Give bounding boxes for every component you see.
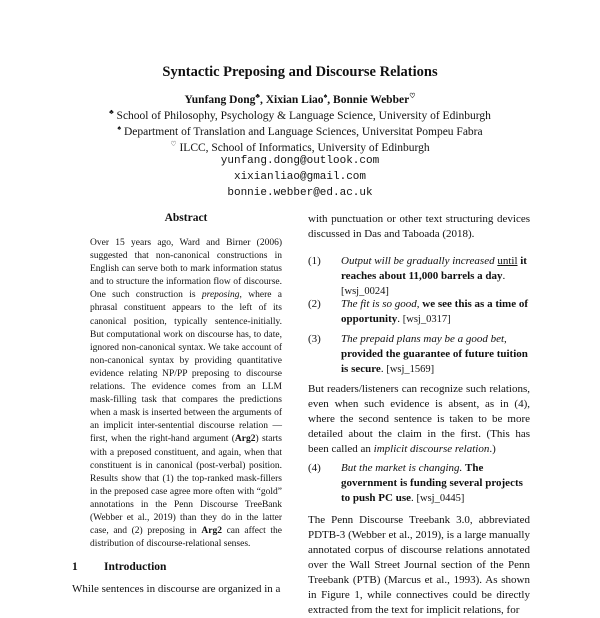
example-number: (4) xyxy=(308,462,321,474)
affiliation-line xyxy=(0,140,600,154)
paper-title: Syntactic Preposing and Discourse Relations xyxy=(162,64,438,80)
example-arg2: we see this as a time of opportunity xyxy=(341,298,528,325)
example-punct: . xyxy=(380,363,384,375)
email-link[interactable]: yunfang.dong@outlook.com xyxy=(220,155,380,167)
affiliation-mark: ♡ xyxy=(170,140,177,148)
section-heading-introduction xyxy=(72,561,166,573)
section-number: 1 xyxy=(72,561,78,573)
paragraph-emphasis: implicit discourse relation xyxy=(373,443,490,455)
body-paragraph: The Penn Discourse Treebank 3.0, abbreviated PDTB-3 (Webber et al., 2019), is a large manually annotated corpus of discourse relations annotated over the Wall Street Journal section of the Penn Treebank (PTB) (Marcus et al., 1993). As shown in Figure 1, while connectives could be directly extracted from the text for implicit relations, for xyxy=(308,514,530,616)
example-punct: . xyxy=(397,313,400,325)
abstract-body xyxy=(90,237,282,551)
example-punct: . xyxy=(411,492,414,504)
author-separator: , xyxy=(259,93,266,106)
affiliation-mark: ♠ xyxy=(323,92,328,100)
example-ref: [wsj_0445] xyxy=(416,493,465,504)
author-separator: , xyxy=(327,93,334,106)
example-arg1: Output will be gradually increased xyxy=(341,255,495,267)
body-paragraph: with punctuation or other text structuring devices discussed in Das and Taboada (2018). xyxy=(308,213,530,240)
example-arg1: The fit is so good xyxy=(341,298,417,310)
author-line xyxy=(0,92,600,106)
affiliation-mark: ♠ xyxy=(117,124,122,132)
email-link[interactable]: xixianliao@gmail.com xyxy=(233,171,367,183)
author-name: Bonnie Webber xyxy=(333,93,410,106)
affiliation-mark: ♣ xyxy=(109,108,114,116)
affiliation-text: ILCC, School of Informatics, University of Edinburgh xyxy=(179,141,430,154)
example-arg1: But the market is changing. xyxy=(341,462,463,474)
example-number: (3) xyxy=(308,333,321,345)
affiliation-text: School of Philosophy, Psychology & Language Science, University of Edinburgh xyxy=(116,109,491,122)
affiliation-mark: ♡ xyxy=(409,92,416,100)
example-ref: [wsj_0024] xyxy=(341,286,389,297)
email-link[interactable]: bonnie.webber@ed.ac.uk xyxy=(227,187,373,199)
section-title: Introduction xyxy=(104,561,167,573)
example-arg2: it reaches about 11,000 barrels a day xyxy=(341,255,527,282)
affiliation-text: Department of Translation and Language Sciences, Universitat Pompeu Fabra xyxy=(123,125,483,138)
abstract-text: ) starts with a preposed constituent, and again, when that constituent is in canonical (post-verbal) position. Results show that (1) the top-ranked mask-fillers in the preposed case agree more often with “gold” annotations in the Penn Discourse TreeBank (Webber et al., 2019) than they do in the latter case, and (2) preposing in xyxy=(90,434,283,537)
abstract-emphasis: preposing xyxy=(201,290,240,301)
author-name: Yunfang Dong xyxy=(184,93,256,106)
paragraph-text: .) xyxy=(489,443,496,455)
example-arg1: The prepaid plans may be a good bet xyxy=(341,333,505,345)
abstract-text: can affect the distribution of discourse-relational senses. xyxy=(90,526,283,550)
abstract-text: Over 15 years ago, Ward and Birner (2006) suggested that non-canonical constructions in English can serve both to mark information status and to structure the information flow of discourse. One such construction is xyxy=(90,238,282,301)
affiliation-line xyxy=(0,108,600,122)
introduction-text: While sentences in discourse are organized in a xyxy=(72,583,281,595)
example-arg2: The government is funding several projects to push PC use xyxy=(341,462,523,504)
abstract-heading: Abstract xyxy=(164,212,208,224)
example-ref: [wsj_0317] xyxy=(402,314,451,325)
paragraph-text: But readers/listeners can recognize such relations, even when such evidence is absent, as in (4), where the second sentence is taken to be more detailed about the claim in the first. (This has been called an xyxy=(308,383,530,455)
example-punct: , xyxy=(416,298,423,310)
author-name: Xixian Liao xyxy=(265,93,324,106)
example-connective: until xyxy=(497,255,518,267)
abstract-arg-label: Arg2 xyxy=(234,434,256,445)
example-arg2: provided the guarantee of future tuition is secure xyxy=(341,348,528,375)
example-number: (1) xyxy=(308,255,321,267)
abstract-arg-label: Arg2 xyxy=(201,526,222,537)
abstract-text: , where a phrasal constituent appears to the left of its canonical position, typically sentence-initially. But computational work on discourse has, to date, ignored non-canonical syntax. We take account of non-canonical syntax by providing quantitative evidence relating NP/PP preposing to discourse relations. The evidence comes from an LLM mask-filling task that compares the predictions when a mask is inserted between the arguments of an implicit inter-sentential discourse relation — first, when the right-hand argument ( xyxy=(90,290,282,445)
example-number: (2) xyxy=(308,298,321,310)
example-punct: , xyxy=(504,333,507,345)
affiliation-line xyxy=(0,124,600,138)
example-punct: . xyxy=(502,270,506,282)
example-ref: [wsj_1569] xyxy=(386,364,435,375)
body-paragraph xyxy=(308,382,530,457)
affiliation-mark: ♣ xyxy=(255,92,260,100)
